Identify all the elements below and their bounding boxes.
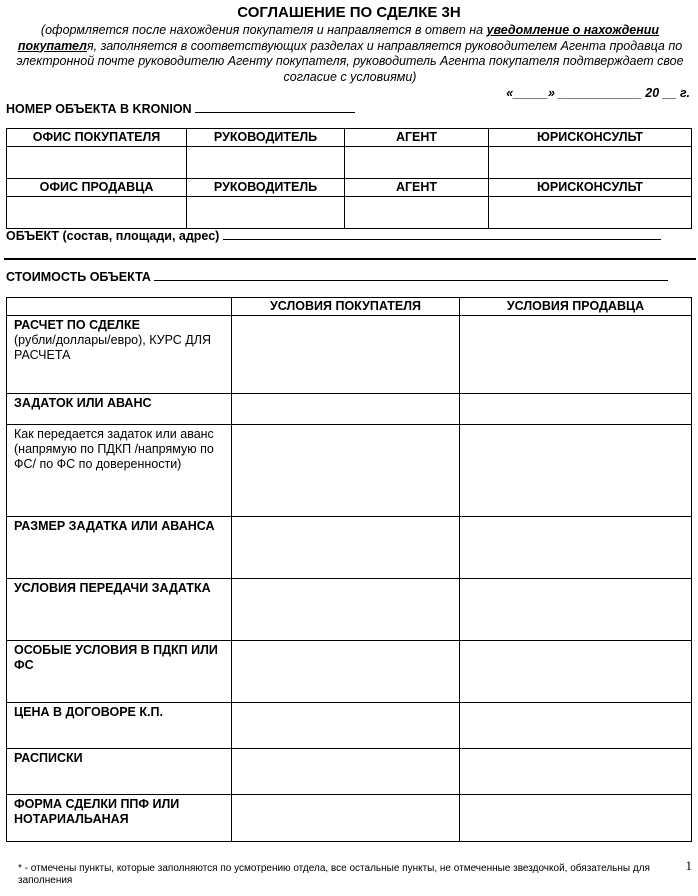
document-title: СОГЛАШЕНИЕ ПО СДЕЛКЕ 3Н (237, 4, 461, 21)
seller-condition-cell[interactable] (460, 517, 692, 579)
buyer-office-header: ОФИС ПОКУПАТЕЛЯ (7, 129, 187, 147)
seller-lawyer-cell[interactable] (489, 197, 692, 229)
buyer-condition-cell[interactable] (232, 795, 460, 842)
seller-lawyer-header: ЮРИСКОНСУЛЬТ (489, 179, 692, 197)
seller-agent-header: АГЕНТ (345, 179, 489, 197)
buyer-condition-cell[interactable] (232, 641, 460, 703)
seller-office-header: ОФИС ПРОДАВЦА (7, 179, 187, 197)
seller-condition-cell[interactable] (460, 703, 692, 749)
subtitle-text-1: (оформляется после нахождения покупателя и направляется в ответ на (40, 23, 487, 37)
condition-label: Как передается задаток или аванс (напрямую по ПДКП /напрямую по ФС/ по ФС по доверенности) (7, 425, 232, 517)
cost-field[interactable] (6, 268, 668, 284)
cost-label: СТОИМОСТЬ ОБЪЕКТА (6, 270, 151, 284)
subtitle-text-2: я, заполняется в соответствующих разделах и направляется руководителем Агента продавца по электронной почте руководителю Агенту покупателя, руководитель Агента покупателя подтверждает свое согласие с условиями) (16, 38, 684, 84)
seller-agent-cell[interactable] (345, 197, 489, 229)
buyer-agent-header: АГЕНТ (345, 129, 489, 147)
document-subtitle (8, 23, 692, 85)
page-number: 1 (685, 858, 692, 873)
cost-blank[interactable] (154, 268, 668, 281)
condition-label: ЦЕНА В ДОГОВОРЕ К.П. (7, 703, 232, 749)
buyer-conditions-header: УСЛОВИЯ ПОКУПАТЕЛЯ (232, 298, 460, 316)
date-line[interactable]: «_____» ____________ 20 __ г. (506, 86, 690, 100)
footnote: * - отмечены пункты, которые заполняются по усмотрению отдела, все остальные пункты, не отмеченные звездочкой, обязательны для заполнения (18, 863, 650, 886)
buyer-condition-cell[interactable] (232, 517, 460, 579)
object-number-label: НОМЕР ОБЪЕКТА В KRONION (6, 102, 192, 116)
seller-office-cell[interactable] (7, 197, 187, 229)
seller-condition-cell[interactable] (460, 316, 692, 394)
corner-cell (7, 298, 232, 316)
parties-table (6, 128, 692, 229)
seller-head-header: РУКОВОДИТЕЛЬ (187, 179, 345, 197)
object-field[interactable] (6, 227, 661, 243)
subtitle-underlined: уведомление о нахождении покупател (17, 23, 660, 53)
condition-label-bold: РАСЧЕТ ПО СДЕЛКЕ (14, 318, 140, 332)
buyer-condition-cell[interactable] (232, 316, 460, 394)
object-blank[interactable] (223, 227, 661, 240)
seller-condition-cell[interactable] (460, 579, 692, 641)
condition-label: ОСОБЫЕ УСЛОВИЯ В ПДКП ИЛИ ФС (7, 641, 232, 703)
condition-label (7, 316, 232, 394)
object-number-field[interactable] (6, 100, 355, 116)
condition-label: РАЗМЕР ЗАДАТКА ИЛИ АВАНСА (7, 517, 232, 579)
buyer-agent-cell[interactable] (345, 147, 489, 179)
condition-label-text: (рубли/доллары/евро), КУРС ДЛЯ РАСЧЕТА (14, 333, 211, 362)
seller-condition-cell[interactable] (460, 425, 692, 517)
seller-condition-cell[interactable] (460, 641, 692, 703)
buyer-head-header: РУКОВОДИТЕЛЬ (187, 129, 345, 147)
condition-label: УСЛОВИЯ ПЕРЕДАЧИ ЗАДАТКА (7, 579, 232, 641)
seller-condition-cell[interactable] (460, 749, 692, 795)
seller-head-cell[interactable] (187, 197, 345, 229)
buyer-office-cell[interactable] (7, 147, 187, 179)
condition-label: ФОРМА СДЕЛКИ ППФ ИЛИ НОТАРИАЛЬАНАЯ (7, 795, 232, 842)
seller-conditions-header: УСЛОВИЯ ПРОДАВЦА (460, 298, 692, 316)
buyer-lawyer-cell[interactable] (489, 147, 692, 179)
buyer-lawyer-header: ЮРИСКОНСУЛЬТ (489, 129, 692, 147)
buyer-condition-cell[interactable] (232, 579, 460, 641)
buyer-condition-cell[interactable] (232, 394, 460, 425)
seller-condition-cell[interactable] (460, 795, 692, 842)
object-label: ОБЪЕКТ (состав, площади, адрес) (6, 229, 220, 243)
buyer-condition-cell[interactable] (232, 703, 460, 749)
condition-label: ЗАДАТОК ИЛИ АВАНС (7, 394, 232, 425)
object-number-blank[interactable] (195, 100, 355, 113)
section-divider (4, 258, 696, 260)
buyer-condition-cell[interactable] (232, 425, 460, 517)
buyer-head-cell[interactable] (187, 147, 345, 179)
conditions-table (6, 297, 692, 842)
condition-label: РАСПИСКИ (7, 749, 232, 795)
buyer-condition-cell[interactable] (232, 749, 460, 795)
seller-condition-cell[interactable] (460, 394, 692, 425)
